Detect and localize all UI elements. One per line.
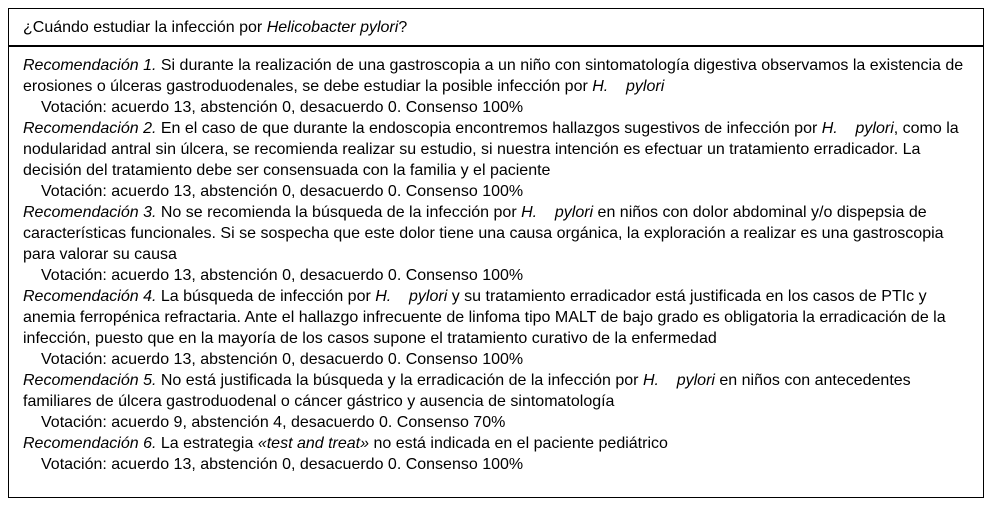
recommendation-2-text (23, 118, 969, 181)
italic-text: Recomendación 5. (23, 372, 157, 389)
recommendation-1-votacion: Votación: acuerdo 13, abstención 0, desacuerdo 0. Consenso 100% (41, 99, 524, 116)
plain-text: La búsqueda de infección por (156, 288, 376, 305)
recommendation-6-text (23, 433, 969, 454)
plain-text: no está indicada en el paciente pediátrico (369, 435, 668, 452)
recommendation-6-votacion: Votación: acuerdo 13, abstención 0, desacuerdo 0. Consenso 100% (41, 456, 524, 473)
italic-text: Recomendación 4. (23, 288, 157, 305)
plain-text: , como la nodularidad antral sin úlcera, se recomienda realizar su estudio, si nuestra intención es efectuar un tratamiento erradicador. La decisión del tratamiento debe ser consensuada con la familia y el paciente (23, 120, 959, 179)
italic-text: Helicobacter pylori (266, 19, 399, 36)
italic-text: H. pylori (642, 372, 715, 389)
italic-text: H. pylori (821, 120, 894, 137)
recommendation-4-votacion: Votación: acuerdo 13, abstención 0, desacuerdo 0. Consenso 100% (41, 351, 524, 368)
italic-text: H. pylori (592, 78, 665, 95)
table-body (9, 47, 983, 483)
recommendation-5-votacion: Votación: acuerdo 9, abstención 4, desacuerdo 0. Consenso 70% (41, 414, 506, 431)
plain-text: En el caso de que durante la endoscopia encontremos hallazgos sugestivos de infección por (156, 120, 822, 137)
plain-text: La estrategia (156, 435, 258, 452)
plain-text: No se recomienda la búsqueda de la infección por (156, 204, 522, 221)
italic-text: Recomendación 2. (23, 120, 157, 137)
table-title (9, 9, 983, 47)
italic-text: H. pylori (375, 288, 448, 305)
plain-text: ? (398, 19, 408, 36)
recommendation-4-text (23, 286, 969, 349)
recommendations-table (8, 8, 984, 498)
italic-text: Recomendación 3. (23, 204, 157, 221)
plain-text: en niños con dolor abdominal y/o dispepsia de características funcionales. Si se sospecha que este dolor tiene una causa orgánica, la exploración a realizar es una gastroscopia para valorar su causa (23, 204, 944, 263)
italic-text: Recomendación 6. (23, 435, 157, 452)
italic-text: «test and treat» (257, 435, 370, 452)
recommendation-3-text (23, 202, 969, 265)
italic-text: H. pylori (521, 204, 594, 221)
plain-text: No está justificada la búsqueda y la erradicación de la infección por (156, 372, 643, 389)
plain-text: y su tratamiento erradicador está justificada en los casos de PTIc y anemia ferropénica refractaria. Ante el hallazgo infrecuente de linfoma tipo MALT de bajo grado es obligatoria la erradicación de la infección, puesto que en la mayoría de los casos supone el tratamiento curativo de la enfermedad (23, 288, 946, 347)
recommendation-5-text (23, 370, 969, 412)
plain-text: en niños con antecedentes familiares de úlcera gastroduodenal o cáncer gástrico y ausencia de sintomatología (23, 372, 911, 410)
recommendation-1-text (23, 55, 969, 97)
italic-text: Recomendación 1. (23, 57, 157, 74)
recommendation-2-votacion: Votación: acuerdo 13, abstención 0, desacuerdo 0. Consenso 100% (41, 183, 524, 200)
plain-text: Si durante la realización de una gastroscopia a un niño con sintomatología digestiva observamos la existencia de erosiones o úlceras gastroduodenales, se debe estudiar la posible infección por (23, 57, 964, 95)
recommendation-3-votacion: Votación: acuerdo 13, abstención 0, desacuerdo 0. Consenso 100% (41, 267, 524, 284)
plain-text: ¿Cuándo estudiar la infección por (23, 19, 267, 36)
